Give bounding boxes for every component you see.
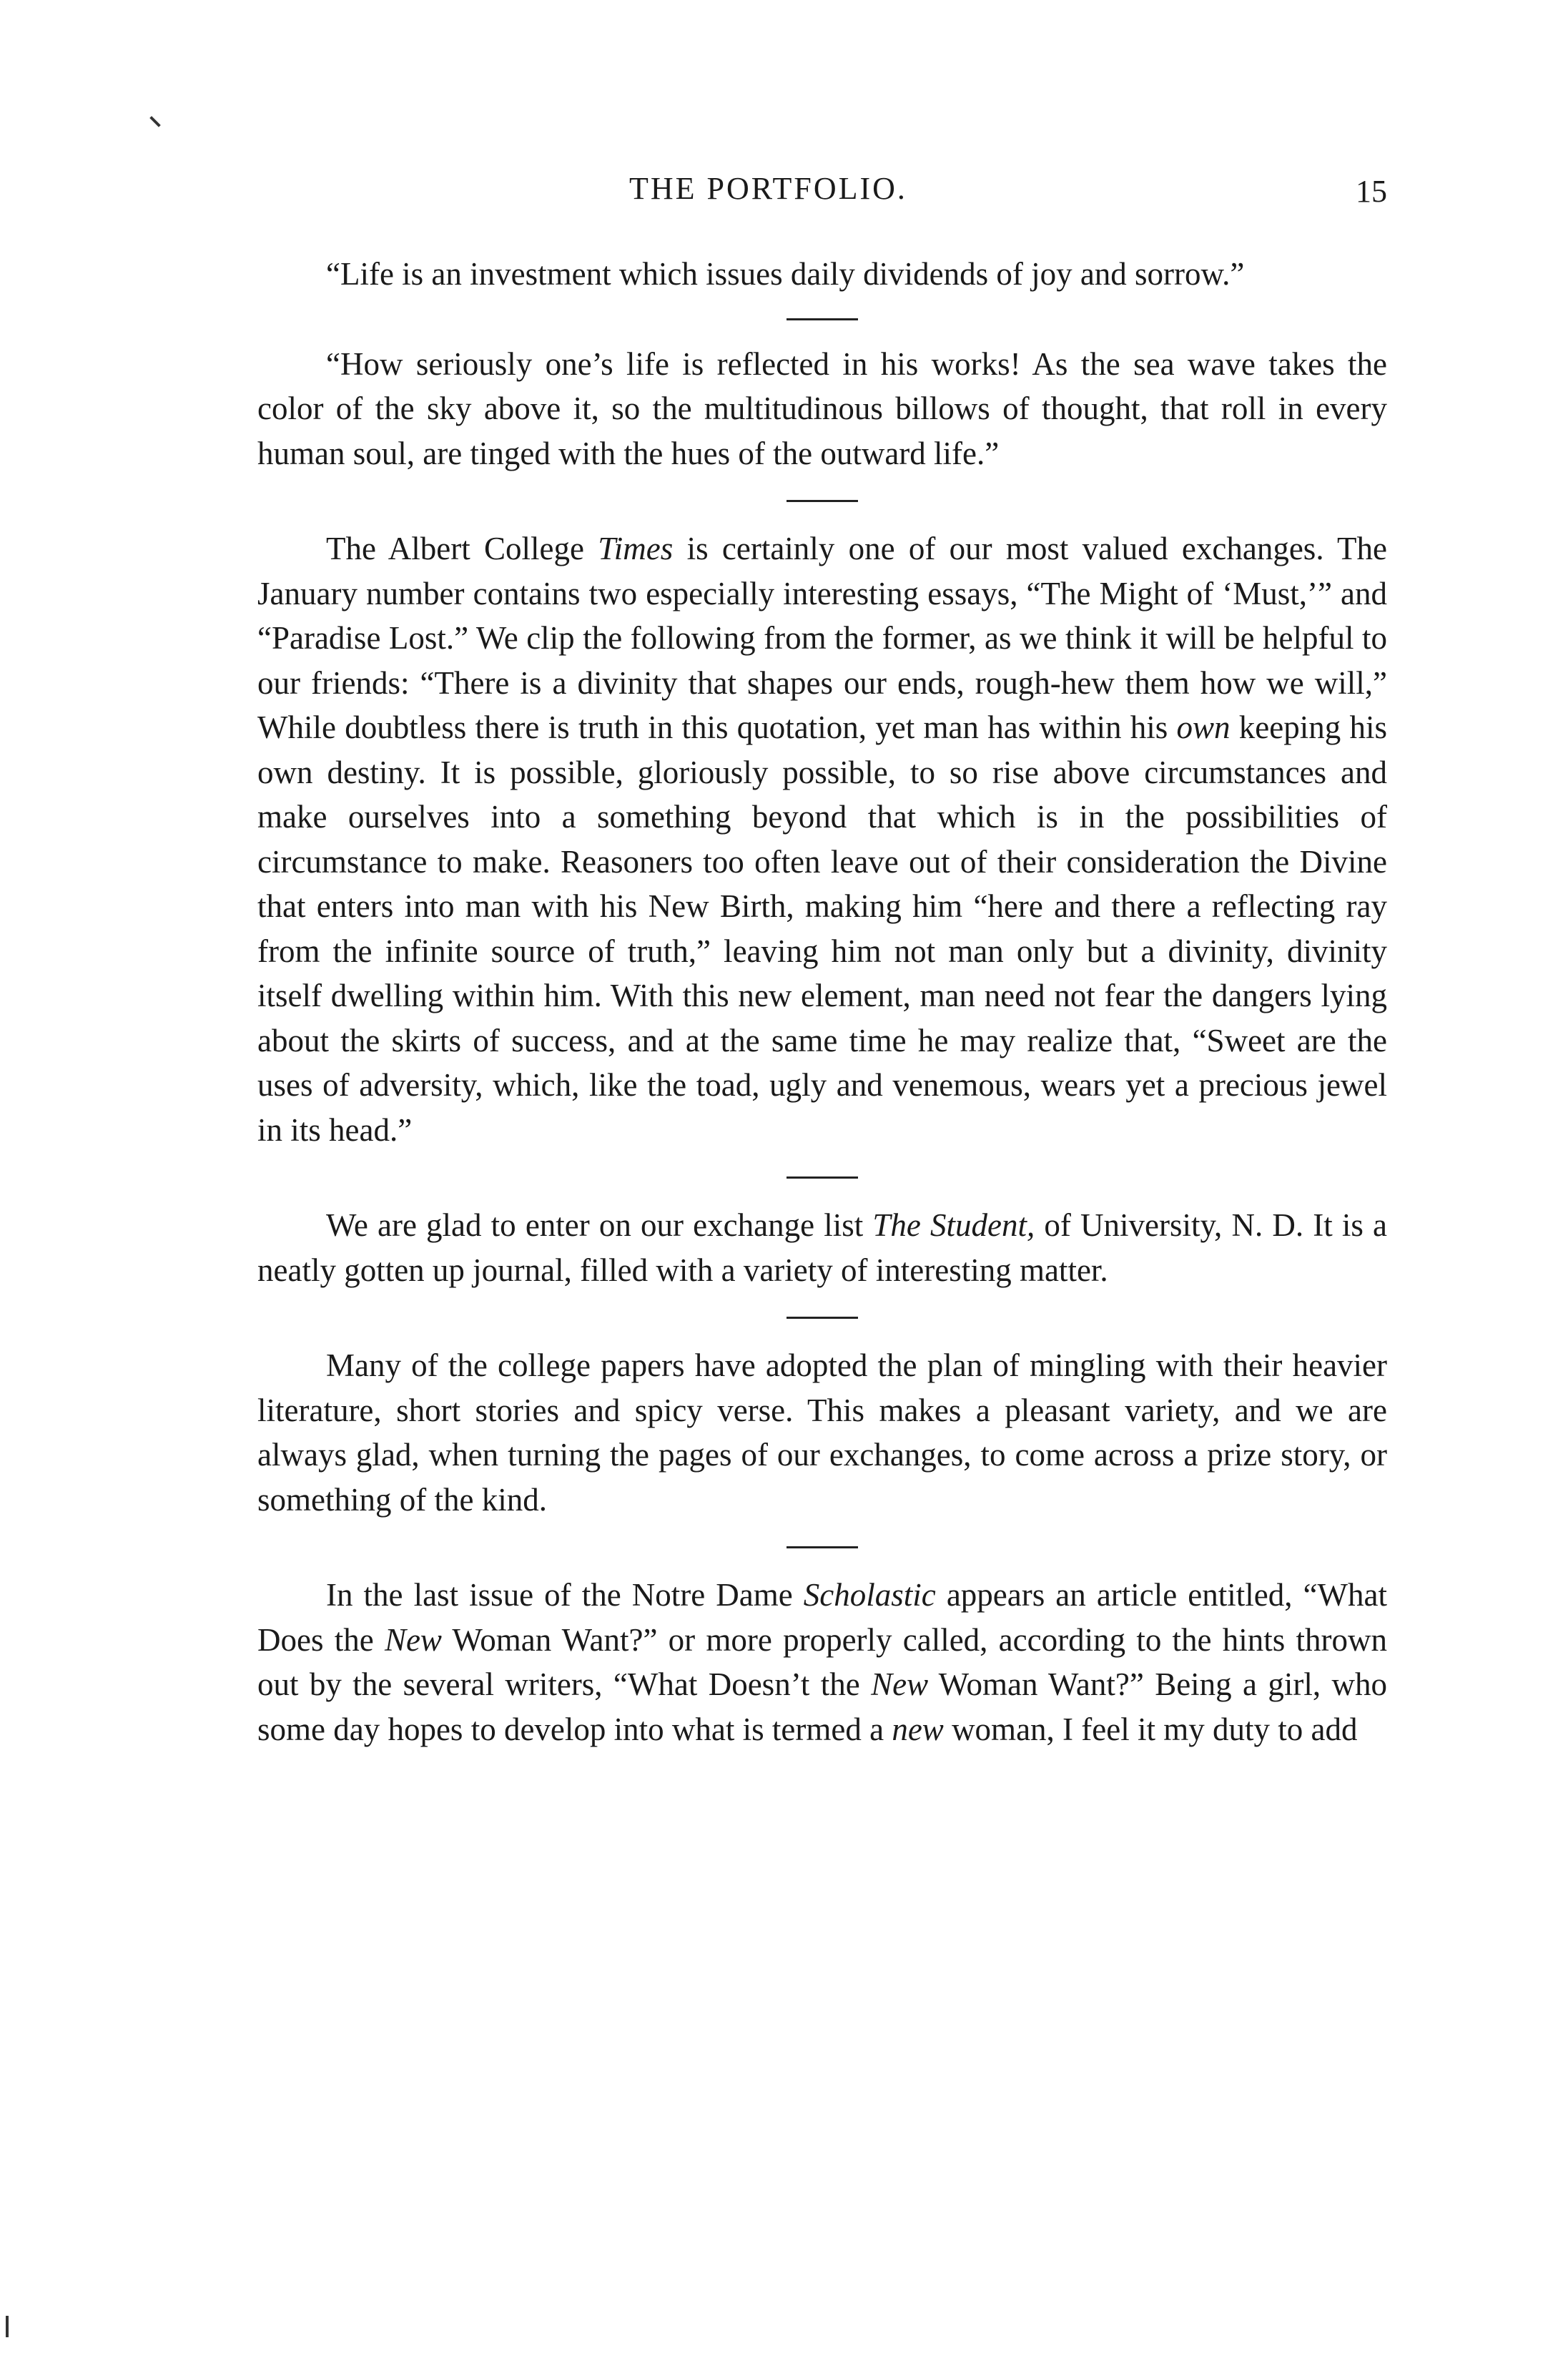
paragraph-notre-dame bbox=[257, 1573, 1387, 1752]
italic-word: new bbox=[892, 1711, 944, 1747]
edge-mark bbox=[6, 2316, 9, 2337]
section-divider bbox=[787, 1546, 858, 1548]
italic-word: New bbox=[384, 1621, 442, 1658]
paragraph-text: of University, N. D. It is a neatly gotten up journal, filled with a variety of interesting matter. bbox=[257, 1207, 1387, 1288]
paragraph-text: keeping his own destiny. It is possible, gloriously possible, to so rise above circumstances and make ourselves into a something beyond that which is in the possibilities of circumstance to make. Reasoners too often leave out of their consideration the Divine that enters into man with his New Birth, making him “here and there a reflecting ray from the infinite source of truth,” leaving him not man only but a divinity, divinity itself dwelling within him. With this new element, man need not fear the dangers lying about the skirts of success, and at the same time he may realize that, “Sweet are the uses of adversity, which, like the toad, ugly and venemous, wears yet a precious jewel in its head.” bbox=[257, 709, 1387, 1148]
paragraph-text: “Life is an investment which issues daily dividends of joy and sorrow.” bbox=[326, 256, 1245, 292]
italic-title: Scholastic bbox=[803, 1577, 936, 1613]
paragraph-reflection-quote bbox=[257, 342, 1387, 476]
paragraph-text: In the last issue of the Notre Dame bbox=[326, 1577, 804, 1613]
paragraph-albert-college bbox=[257, 526, 1387, 1152]
paragraph-life-quote bbox=[257, 252, 1387, 297]
paragraph-text: Woman Want?” or more properly called, according to the hints thrown out by the several writers, “What Doesn’t the bbox=[257, 1621, 1387, 1702]
page-header bbox=[257, 170, 1387, 220]
margin-mark bbox=[149, 116, 161, 127]
paragraph-college-papers bbox=[257, 1343, 1387, 1522]
italic-title: Times bbox=[598, 531, 674, 566]
paragraph-the-student bbox=[257, 1203, 1387, 1292]
body-text bbox=[257, 252, 1387, 1752]
section-divider bbox=[787, 500, 858, 502]
italic-word: New bbox=[871, 1666, 929, 1702]
paragraph-text: appears an article entitled, “What Does the bbox=[257, 1577, 1387, 1658]
running-title: THE PORTFOLIO. bbox=[629, 171, 907, 206]
paragraph-text: “How seriously one’s life is reflected in his works! As the sea wave takes the color of the sky above it, so the multitudinous billows of thought, that roll in every human soul, are tinged with the hues of the outward life.” bbox=[257, 345, 1387, 471]
page-number: 15 bbox=[1356, 174, 1387, 209]
paragraph-text: Many of the college papers have adopted the plan of mingling with their heavier literature, short stories and spicy verse. This makes a pleasant variety, and we are always glad, when turning the pages of our exchanges, to come across a prize story, or something of the kind. bbox=[257, 1347, 1387, 1518]
paragraph-text: woman, I feel it my duty to add bbox=[943, 1711, 1358, 1747]
section-divider bbox=[787, 1176, 858, 1179]
section-divider bbox=[787, 318, 858, 320]
paragraph-text: We are glad to enter on our exchange list bbox=[326, 1207, 873, 1243]
paragraph-text: The Albert College bbox=[326, 531, 598, 566]
section-divider bbox=[787, 1317, 858, 1319]
italic-word: own bbox=[1176, 709, 1231, 745]
italic-title: The Student, bbox=[872, 1207, 1035, 1243]
paragraph-text: Woman Want?” Being a girl, who some day hopes to develop into what is termed a bbox=[257, 1666, 1387, 1747]
paragraph-text: is certainly one of our most valued exchanges. The January number contains two especially interesting essays, “The Might of ‘Must,’” and “Paradise Lost.” We clip the following from the former, as we think it will be helpful to our friends: “There is a divinity that shapes our ends, rough-hew them how we will,” While doubtless there is truth in this quotation, yet man has within his bbox=[257, 531, 1388, 745]
